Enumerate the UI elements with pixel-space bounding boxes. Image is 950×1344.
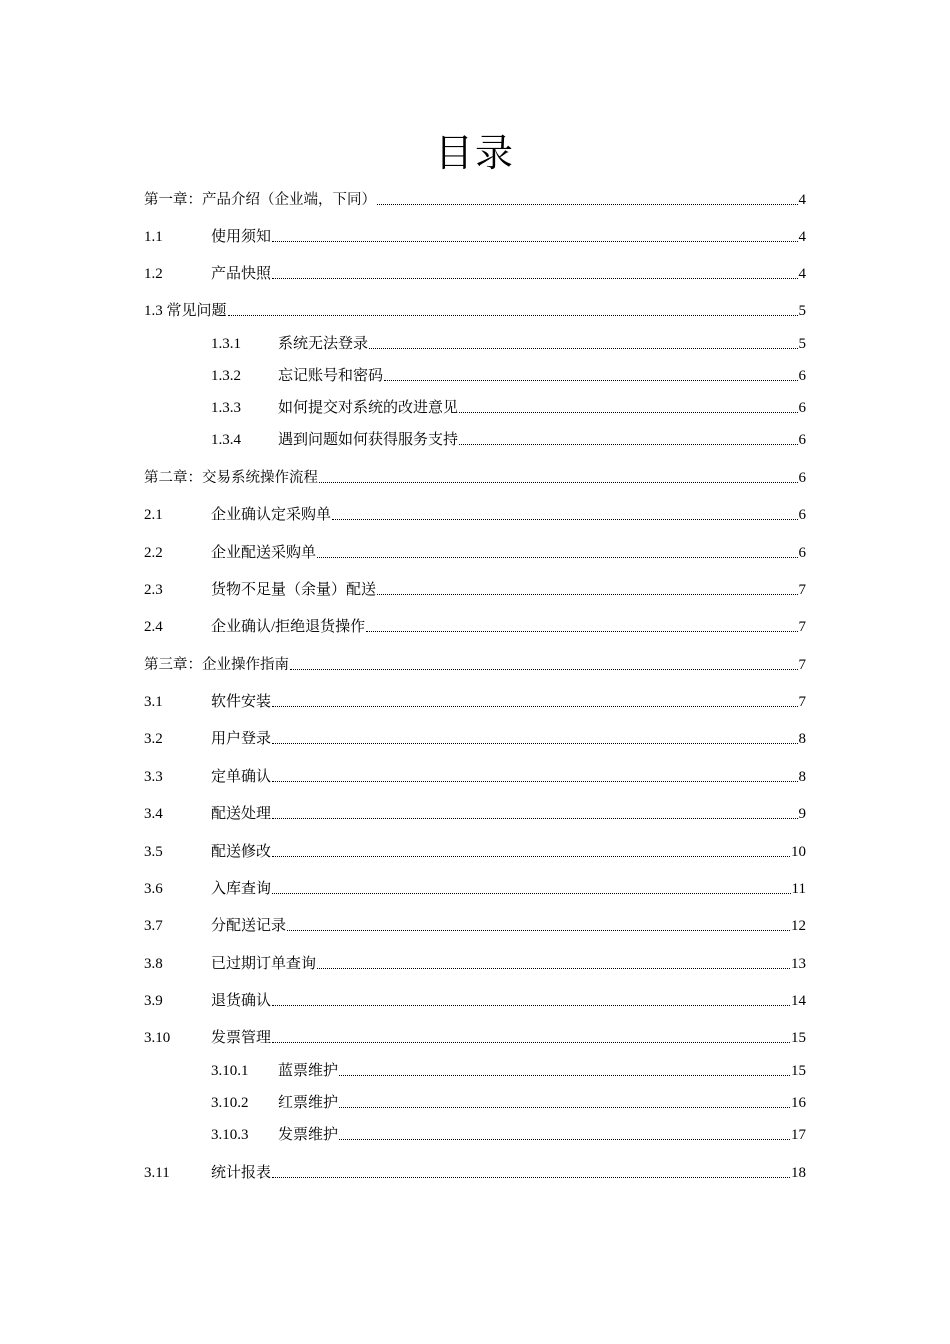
toc-entry-page-number: 7 (798, 657, 806, 673)
toc-entry-label: 第一章：产品介绍（企业端，下同） (144, 192, 376, 208)
dot-leader (272, 892, 791, 894)
toc-entry-label: 货物不足量（余量）配送 (211, 582, 377, 598)
toc-entry[interactable] (144, 840, 806, 862)
toc-entry[interactable] (211, 1123, 806, 1145)
toc-entry-label: 已过期订单查询 (211, 956, 317, 972)
toc-entry-number: 3.7 (144, 918, 163, 934)
toc-entry-label: 第二章：交易系统操作流程 (144, 470, 318, 486)
toc-entry-page-number: 6 (798, 507, 806, 523)
toc-entry-number: 2.2 (144, 545, 163, 561)
toc-entry-page-number: 5 (798, 303, 806, 319)
toc-title: 目录 (434, 131, 515, 175)
toc-entry-number: 3.4 (144, 806, 163, 822)
toc-entry-page-number: 18 (791, 1165, 806, 1181)
dot-leader (287, 929, 790, 931)
dot-leader (272, 1004, 790, 1006)
dot-leader (272, 705, 797, 707)
toc-entry[interactable] (211, 1059, 806, 1081)
toc-entry-label: 发票管理 (211, 1030, 272, 1046)
dot-leader (384, 379, 797, 381)
dot-leader (272, 1041, 790, 1043)
dot-leader (290, 668, 798, 670)
toc-entry-label: 软件安装 (211, 694, 272, 710)
toc-entry-page-number: 16 (791, 1095, 806, 1111)
toc-entry-number: 3.2 (144, 731, 163, 747)
dot-leader (228, 314, 798, 316)
toc-entry[interactable] (211, 364, 806, 386)
dot-leader (339, 1074, 790, 1076)
toc-entry[interactable] (144, 541, 806, 563)
toc-entry-number: 3.5 (144, 844, 163, 860)
toc-entry-page-number: 9 (798, 806, 806, 822)
toc-entry-page-number: 7 (798, 694, 806, 710)
toc-entry-page-number: 17 (791, 1127, 806, 1143)
dot-leader (272, 817, 797, 819)
toc-entry[interactable] (144, 653, 806, 675)
dot-leader (339, 1106, 790, 1108)
toc-entry[interactable] (144, 188, 806, 210)
toc-entry-number: 1.3.1 (211, 336, 241, 352)
toc-entry-label: 1.3 常见问题 (144, 303, 227, 319)
dot-leader (272, 1176, 790, 1178)
toc-entry[interactable] (144, 466, 806, 488)
toc-entry-page-number: 6 (798, 432, 806, 448)
toc-entry-number: 1.3.2 (211, 368, 241, 384)
dot-leader (369, 347, 797, 349)
toc-entry-label: 发票维护 (278, 1127, 339, 1143)
toc-entry[interactable] (144, 503, 806, 525)
dot-leader (319, 481, 798, 483)
toc-entry-number: 1.3.3 (211, 400, 241, 416)
dot-leader (377, 593, 797, 595)
dot-leader (366, 630, 797, 632)
toc-entry[interactable] (144, 765, 806, 787)
dot-leader (459, 411, 797, 413)
toc-entry-number: 2.4 (144, 619, 163, 635)
toc-entry[interactable] (144, 952, 806, 974)
dot-leader (332, 518, 797, 520)
toc-entry-label: 企业配送采购单 (211, 545, 317, 561)
toc-entry-label: 遇到问题如何获得服务支持 (278, 432, 459, 448)
toc-entry-number: 1.1 (144, 229, 163, 245)
toc-entry-number: 3.6 (144, 881, 163, 897)
toc-entry-label: 配送修改 (211, 844, 272, 860)
toc-entry-number: 3.11 (144, 1165, 170, 1181)
toc-entry[interactable] (211, 428, 806, 450)
dot-leader (317, 967, 790, 969)
toc-entry-label: 蓝票维护 (278, 1063, 339, 1079)
toc-entry-label: 退货确认 (211, 993, 272, 1009)
toc-entry-label: 企业确认/拒绝退货操作 (211, 619, 366, 635)
toc-entry-page-number: 15 (791, 1063, 806, 1079)
toc-entry-page-number: 4 (798, 266, 806, 282)
toc-entry-page-number: 10 (791, 844, 806, 860)
toc-entry-number: 3.8 (144, 956, 163, 972)
toc-entry-number: 3.10.1 (211, 1063, 249, 1079)
dot-leader (272, 855, 790, 857)
toc-entry-number: 3.10 (144, 1030, 171, 1046)
toc-entry[interactable] (211, 332, 806, 354)
toc-entry-page-number: 15 (791, 1030, 806, 1046)
toc-entry-label: 忘记账号和密码 (278, 368, 384, 384)
dot-leader (317, 556, 797, 558)
toc-entry[interactable] (211, 1091, 806, 1113)
toc-entry[interactable] (144, 262, 806, 284)
toc-entry-label: 使用须知 (211, 229, 272, 245)
toc-entry-number: 1.3.4 (211, 432, 241, 448)
toc-entry-number: 3.1 (144, 694, 163, 710)
dot-leader (339, 1138, 790, 1140)
toc-entry-number: 3.3 (144, 769, 163, 785)
toc-entry[interactable] (144, 1161, 806, 1183)
toc-entry[interactable] (144, 615, 806, 637)
toc-entry-label: 配送处理 (211, 806, 272, 822)
toc-entry-page-number: 7 (798, 619, 806, 635)
toc-entry[interactable] (144, 299, 806, 321)
dot-leader (272, 277, 797, 279)
toc-entry[interactable] (144, 989, 806, 1011)
toc-entry-number: 3.10.3 (211, 1127, 249, 1143)
toc-entry[interactable] (144, 1026, 806, 1048)
toc-entry-label: 产品快照 (211, 266, 272, 282)
toc-entry-number: 1.2 (144, 266, 163, 282)
toc-entry[interactable] (144, 877, 806, 899)
toc-entry-label: 分配送记录 (211, 918, 287, 934)
toc-entry-number: 2.1 (144, 507, 163, 523)
toc-entry-page-number: 6 (798, 545, 806, 561)
toc-entry-label: 入库查询 (211, 881, 272, 897)
toc-entry[interactable] (144, 802, 806, 824)
toc-entry-page-number: 8 (798, 769, 806, 785)
toc-entry-page-number: 6 (798, 400, 806, 416)
toc-entry-page-number: 6 (798, 470, 806, 486)
toc-entry-label: 定单确认 (211, 769, 272, 785)
dot-leader (272, 780, 797, 782)
toc-entry-number: 2.3 (144, 582, 163, 598)
toc-entry[interactable] (144, 690, 806, 712)
toc-entry[interactable] (144, 914, 806, 936)
toc-entry-label: 系统无法登录 (278, 336, 369, 352)
toc-entry-page-number: 6 (798, 368, 806, 384)
toc-entry[interactable] (144, 727, 806, 749)
toc-entry-label: 第三章：企业操作指南 (144, 657, 289, 673)
toc-entry[interactable] (211, 396, 806, 418)
toc-entry-page-number: 7 (798, 582, 806, 598)
toc-entry-label: 企业确认定采购单 (211, 507, 332, 523)
toc-entry[interactable] (144, 225, 806, 247)
toc-entry-number: 3.10.2 (211, 1095, 249, 1111)
toc-entry[interactable] (144, 578, 806, 600)
toc-list (144, 0, 806, 1344)
dot-leader (272, 240, 797, 242)
toc-entry-label: 红票维护 (278, 1095, 339, 1111)
toc-entry-number: 3.9 (144, 993, 163, 1009)
toc-entry-page-number: 12 (791, 918, 806, 934)
toc-entry-page-number: 8 (798, 731, 806, 747)
toc-entry-page-number: 5 (798, 336, 806, 352)
dot-leader (459, 443, 797, 445)
toc-entry-page-number: 4 (798, 229, 806, 245)
dot-leader (377, 203, 798, 205)
toc-entry-label: 用户登录 (211, 731, 272, 747)
toc-entry-page-number: 13 (791, 956, 806, 972)
toc-entry-page-number: 4 (798, 192, 806, 208)
toc-entry-page-number: 11 (791, 881, 806, 897)
toc-entry-label: 如何提交对系统的改进意见 (278, 400, 459, 416)
dot-leader (272, 742, 797, 744)
toc-entry-page-number: 14 (791, 993, 806, 1009)
toc-entry-label: 统计报表 (211, 1165, 272, 1181)
